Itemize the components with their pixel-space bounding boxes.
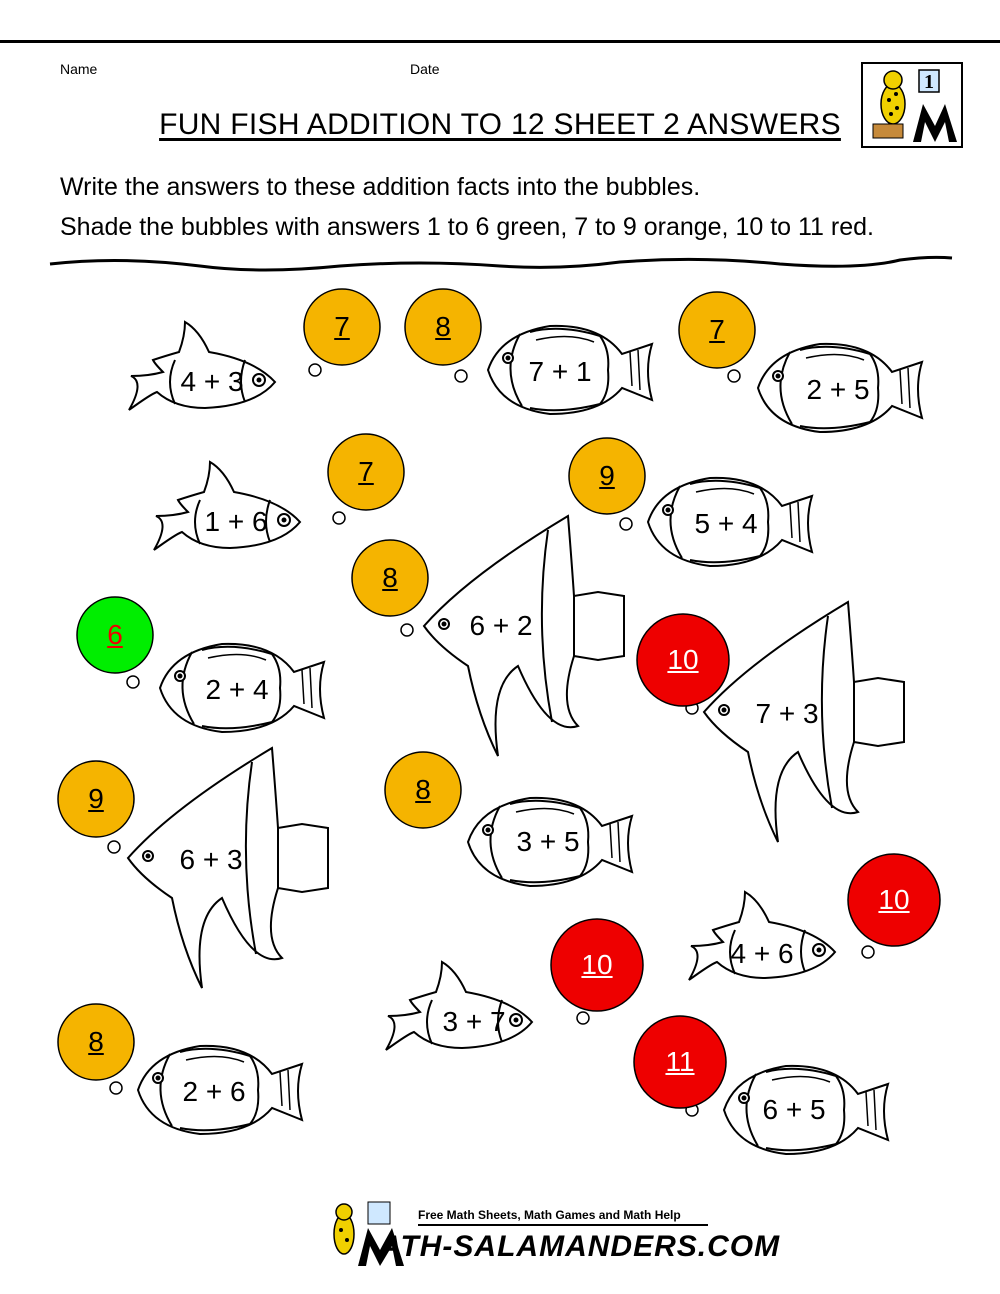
footer-site-name: ATH-SALAMANDERS.COM <box>380 1230 781 1263</box>
bubble-answer: 8 <box>435 311 451 342</box>
bubble-answer: 7 <box>334 311 350 342</box>
name-label: Name <box>60 61 98 77</box>
fish-problem: 5 + 4 <box>694 508 758 539</box>
bubble-answer: 9 <box>599 460 615 491</box>
fish-problem: 4 + 6 <box>730 938 794 969</box>
fish-problem: 4 + 3 <box>180 366 244 397</box>
fish-problem: 7 + 3 <box>755 698 819 729</box>
fish-problem: 1 + 6 <box>204 506 268 537</box>
bubble-answer: 11 <box>665 1046 695 1077</box>
bubble-answer: 8 <box>382 562 398 593</box>
fish-problem: 7 + 1 <box>528 356 592 387</box>
grade-badge: 1 <box>924 71 934 93</box>
footer-rule <box>418 1224 708 1226</box>
fish-problem: 2 + 4 <box>205 674 269 705</box>
instruction-line-2: Shade the bubbles with answers 1 to 6 green, 7 to 9 orange, 10 to 11 red. <box>60 213 874 241</box>
page-title: FUN FISH ADDITION TO 12 SHEET 2 ANSWERS <box>159 108 841 141</box>
bubble-answer: 8 <box>88 1026 104 1057</box>
instruction-line-1: Write the answers to these addition facts into the bubbles. <box>60 173 701 201</box>
fish-problem: 3 + 7 <box>442 1006 506 1037</box>
bubble-answer: 7 <box>358 456 374 487</box>
bubble-answer: 10 <box>878 884 910 915</box>
date-label: Date <box>410 61 440 77</box>
footer-tagline: Free Math Sheets, Math Games and Math Help <box>418 1208 681 1222</box>
fish-problem: 2 + 6 <box>182 1076 246 1107</box>
bubble-answer: 6 <box>107 619 123 650</box>
bubble-answer: 10 <box>581 949 613 980</box>
fish-problem: 6 + 3 <box>179 844 243 875</box>
bubble-answer: 10 <box>667 644 699 675</box>
fish-problem: 2 + 5 <box>806 374 870 405</box>
fish-problem: 3 + 5 <box>516 826 580 857</box>
fish-problem: 6 + 5 <box>762 1094 826 1125</box>
bubble-answer: 9 <box>88 783 104 814</box>
bubble-answer: 7 <box>709 314 725 345</box>
fish-problem: 6 + 2 <box>469 610 533 641</box>
bubble-answer: 8 <box>415 774 431 805</box>
